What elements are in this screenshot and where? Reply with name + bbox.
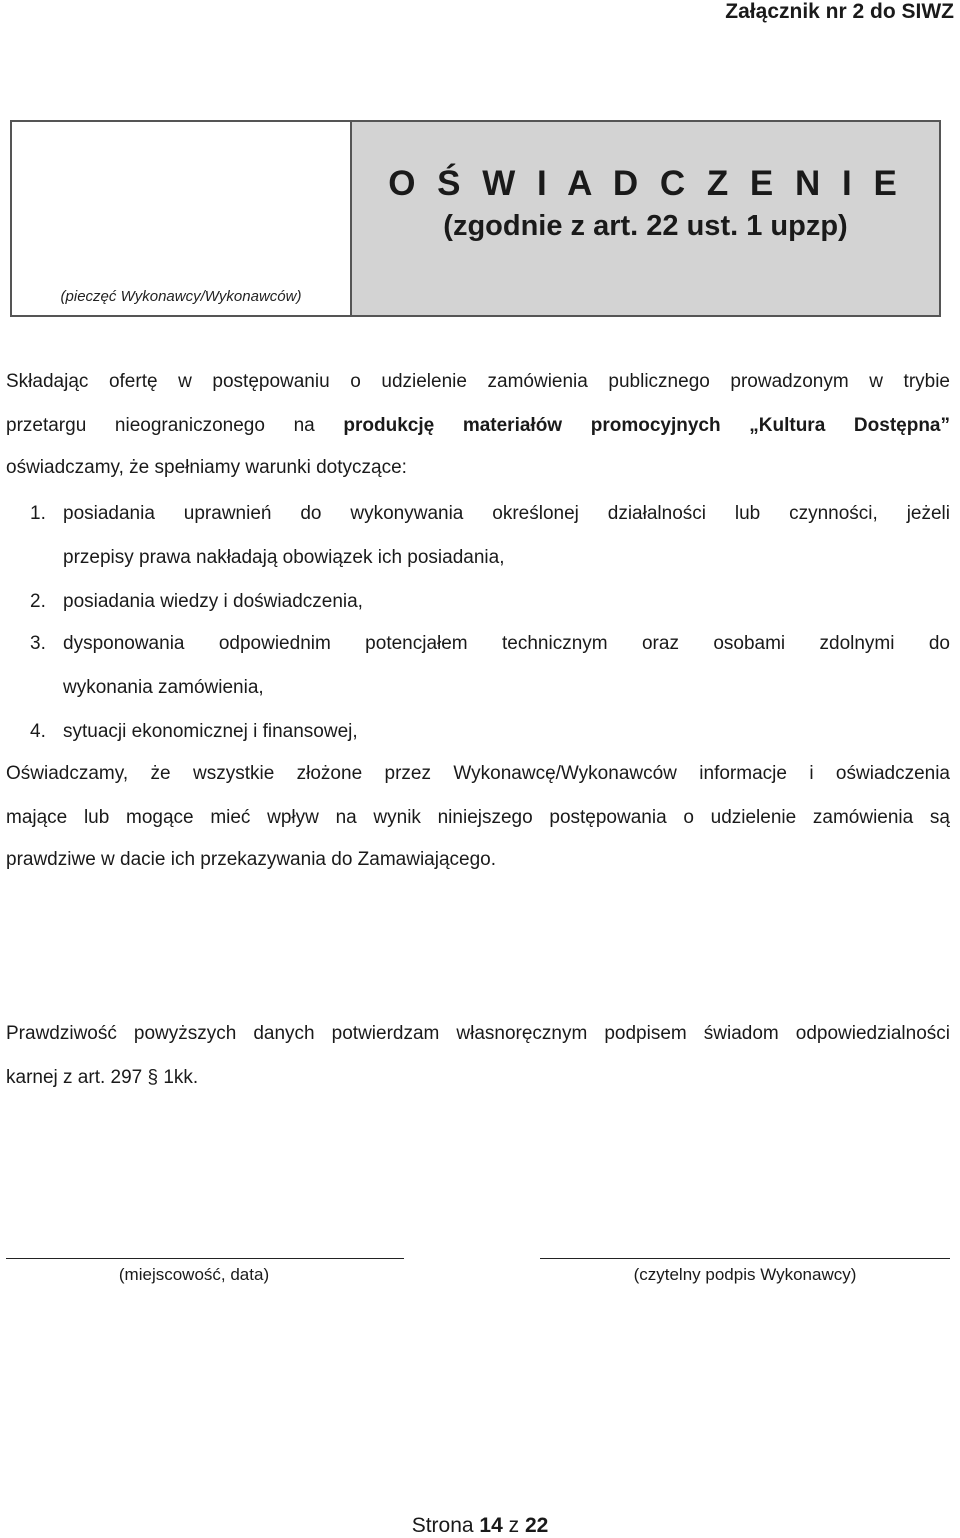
declaration-line-3: prawdziwe w dacie ich przekazywania do Zamawiającego. — [6, 849, 497, 870]
current-page: 14 — [479, 1514, 503, 1537]
truthfulness-line-2: karnej z art. 297 § 1kk. — [6, 1067, 199, 1088]
place-date-signature-line — [6, 1258, 404, 1259]
contractor-signature-line — [540, 1258, 950, 1259]
list-item-text: dysponowania odpowiednim potencjałem technicznym oraz osobami zdolnymi do — [63, 633, 950, 654]
list-item-number: 3. — [30, 633, 46, 654]
truthfulness-line-1: Prawdziwość powyższych danych potwierdzam własnoręcznym podpisem świadom odpowiedzialności — [6, 1023, 950, 1044]
list-item-text: posiadania wiedzy i doświadczenia, — [63, 591, 363, 612]
page-number — [0, 1514, 960, 1538]
contractor-signature-label: (czytelny podpis Wykonawcy) — [633, 1265, 857, 1284]
stamp-box — [10, 120, 352, 317]
title-box — [350, 120, 941, 317]
list-item-text: przepisy prawa nakładają obowiązek ich posiadania, — [63, 547, 505, 568]
tender-subject: produkcję materiałów promocyjnych „Kultura Dostępna” — [343, 415, 950, 436]
list-item-number: 1. — [30, 503, 46, 524]
list-item-text: sytuacji ekonomicznej i finansowej, — [63, 721, 358, 742]
page-label: Strona — [411, 1514, 474, 1537]
intro-line-2 — [6, 404, 950, 448]
intro-line-3: oświadczamy, że spełniamy warunki dotyczące: — [6, 457, 407, 478]
list-item-number: 2. — [30, 591, 46, 612]
total-pages: 22 — [524, 1514, 549, 1537]
list-item-text: wykonania zamówienia, — [63, 677, 264, 698]
stamp-caption: (pieczęć Wykonawcy/Wykonawców) — [60, 288, 302, 305]
annex-label: Załącznik nr 2 do SIWZ — [725, 0, 954, 23]
list-item-number: 4. — [30, 721, 46, 742]
page-separator: z — [508, 1514, 520, 1537]
intro-line-2-prefix: przetargu nieograniczonego na — [6, 415, 344, 436]
document-title: O Ś W I A D C Z E N I E — [388, 164, 903, 203]
document-subtitle: (zgodnie z art. 22 ust. 1 upzp) — [443, 210, 848, 242]
intro-line-1: Składając ofertę w postępowaniu o udzielenie zamówienia publicznego prowadzonym w trybie — [6, 371, 950, 392]
declaration-line-1: Oświadczamy, że wszystkie złożone przez Wykonawcę/Wykonawców informacje i oświadczenia — [6, 763, 950, 784]
place-date-label: (miejscowość, data) — [118, 1265, 270, 1284]
declaration-line-2: mające lub mogące mieć wpływ na wynik niniejszego postępowania o udzielenie zamówienia są — [6, 807, 950, 828]
list-item-text: posiadania uprawnień do wykonywania określonej działalności lub czynności, jeżeli — [63, 503, 950, 524]
